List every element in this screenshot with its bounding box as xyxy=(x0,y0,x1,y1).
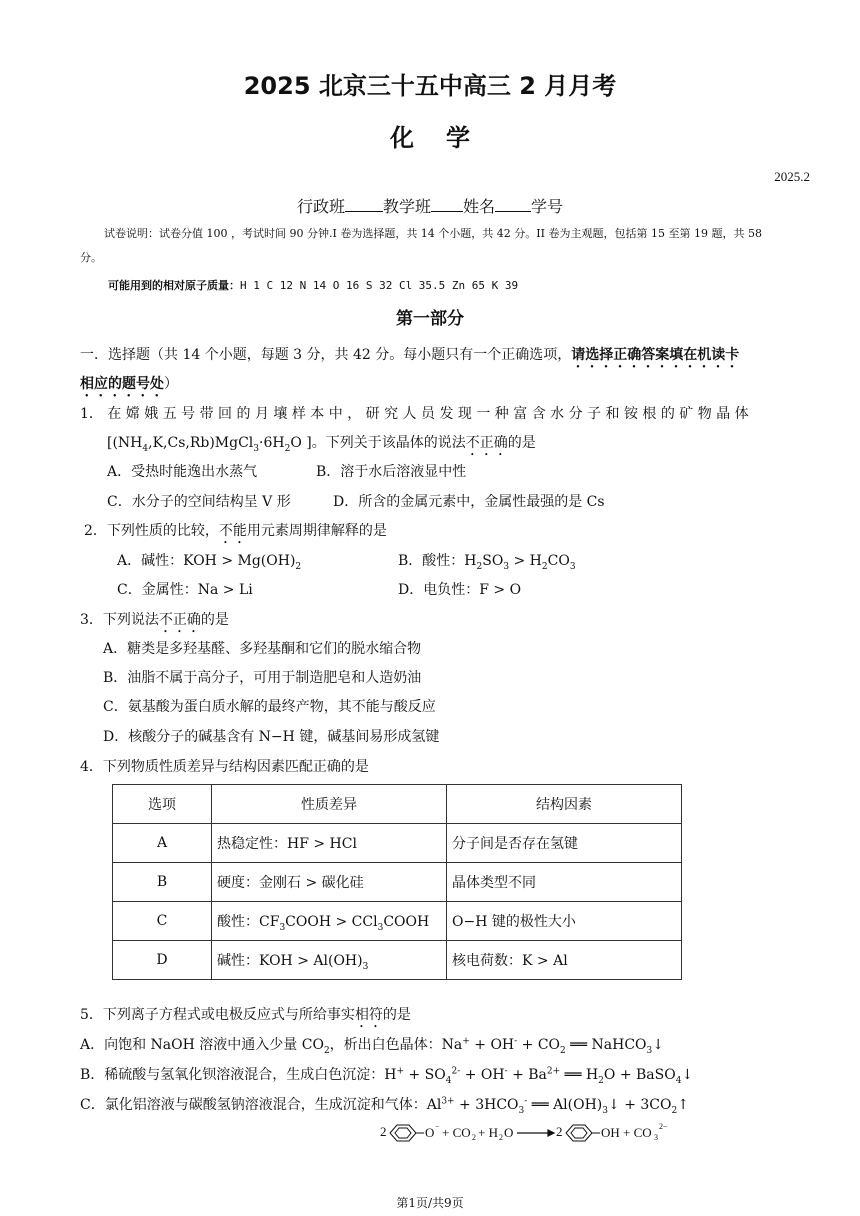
teaching-class-label: 教学班 xyxy=(382,197,431,216)
q3-option-b: B．油脂不属于高分子，可用于制造肥皂和人造奶油 xyxy=(103,670,422,686)
q2-stem xyxy=(84,520,387,547)
table-cell: C xyxy=(113,902,212,941)
q3-option-c: C．氨基酸为蛋白质水解的最终产物，其不能与酸反应 xyxy=(103,699,436,715)
svg-text:2: 2 xyxy=(380,1124,387,1139)
q2-option-b: B．酸性：$H_2SO_3 > H_2CO_3$ xyxy=(398,553,576,572)
q2-stem-end: 用元素周期律解释的是 xyxy=(246,523,387,539)
table-header-cell: 性质差异 xyxy=(212,785,447,824)
svg-text:O: O xyxy=(425,1125,435,1140)
q3-stem-text: 3．下列说法 xyxy=(80,612,159,628)
q1-stem-line1: 1． 在 嫦 娥 五 号 带 回 的 月 壤 样 本 中 ， 研 究 人 员 发 现 一 种 富 含 水 分 子 和 铵 根 的 矿 物 晶 体 xyxy=(80,406,749,422)
table-header-cell: 选项 xyxy=(113,785,212,824)
q3-option-a: A．糖类是多羟基醛、多羟基酮和它们的脱水缩合物 xyxy=(103,641,422,657)
table-row xyxy=(113,824,682,863)
svg-text:O: O xyxy=(504,1125,514,1140)
svg-text:OH + CO: OH + CO xyxy=(601,1125,652,1140)
svg-text:−: − xyxy=(435,1122,440,1131)
q1-stem-end: 的是 xyxy=(507,435,536,451)
table-cell: 热稳定性：HF > HCl xyxy=(212,824,447,863)
q2-option-a: A．碱性：KOH > $Mg(OH)_2$ xyxy=(117,553,302,572)
section-intro-text: 一．选择题（共 14 个小题，每题 3 分，共 42 分。每小题只有一个正确选项， xyxy=(80,347,572,363)
reaction-arrow-icon xyxy=(517,1130,554,1136)
q5-option-b: B．稀硫酸与氢氧化钡溶液混合，生成白色沉淀：$H^+ + SO_4^{2-} + OH^- + Ba^{2+}$ ══ $H_2O$ + BaSO$_4$↓ xyxy=(80,1066,694,1086)
table-cell: 酸性：$CF_3COOH$ > CCl$_3$COOH xyxy=(212,902,447,941)
q5-stem xyxy=(80,1004,411,1031)
subject-title: 化学 xyxy=(390,124,502,152)
q3-stem-end: 的是 xyxy=(200,612,229,628)
table-cell: A xyxy=(113,824,212,863)
q2-option-c: C．金属性：Na > Li xyxy=(117,582,253,598)
page-footer: 第1页/共9页 xyxy=(396,1196,464,1210)
table-cell: 分子间是否存在氢键 xyxy=(447,824,682,863)
exam-instructions: 试卷说明：试卷分值 100 ，考试时间 90 分钟.I 卷为选择题，共 14 个小题，共 42 分。II 卷为主观题，包括第 15 至第 19 题，共 58 分。 xyxy=(80,227,762,264)
admin-class-label: 行政班 xyxy=(296,197,345,216)
section-emphasis-2: 相应的题号处 xyxy=(80,376,164,392)
admin-class-blank xyxy=(345,197,383,212)
q5-option-c: C．氯化铝溶液与碳酸氢钠溶液混合，生成沉淀和气体：$Al^{3+} + 3HCO_3^-$ ══ $Al(OH)_3↓$ + $3CO_2↑$ xyxy=(80,1096,689,1116)
table-row xyxy=(113,863,682,902)
table-cell: 核电荷数：K > Al xyxy=(447,941,682,980)
q2-negation: 不能 xyxy=(218,523,247,539)
student-info-line xyxy=(0,194,860,217)
table-cell: 硬度：金刚石 > 碳化硅 xyxy=(212,863,447,902)
svg-text:+ H: + H xyxy=(478,1125,498,1140)
table-cell: 碱性：KOH > $Al(OH)_3$ xyxy=(212,941,447,980)
q5-stem-end: 的是 xyxy=(382,1007,411,1023)
teaching-class-blank xyxy=(431,197,463,212)
section-emphasis-1: 请选择正确答案填在机读卡 xyxy=(571,347,740,363)
q1-negation: 不正确 xyxy=(465,435,508,451)
table-header-cell: 结构因素 xyxy=(447,785,682,824)
svg-text:2−: 2− xyxy=(659,1122,668,1131)
table-cell: O−H 键的极性大小 xyxy=(447,902,682,941)
table-cell: B xyxy=(113,863,212,902)
section-intro xyxy=(80,344,739,371)
atomic-masses xyxy=(108,277,518,293)
q5-option-a: A．向饱和 NaOH 溶液中通入少量 $CO_2$，析出白色晶体：$Na^+ + OH^- + CO_2$ ══ NaHCO$_3$↓ xyxy=(80,1036,664,1056)
svg-text:+ CO: + CO xyxy=(442,1125,471,1140)
part-one-title: 第一部分 xyxy=(396,309,464,329)
table-row xyxy=(113,941,682,980)
q3-negation: 不正确 xyxy=(158,612,201,628)
benzene-ring-icon xyxy=(390,1125,424,1141)
q1-option-d: D．所含的金属元素中，金属性最强的是 Cs xyxy=(333,494,605,510)
q4-stem: 4．下列物质性质差异与结构因素匹配正确的是 xyxy=(80,759,369,775)
svg-text:2: 2 xyxy=(556,1124,563,1139)
section-intro-close: ） xyxy=(164,376,178,392)
svg-text:2: 2 xyxy=(499,1133,503,1142)
q3-stem xyxy=(80,609,229,636)
q1-formula: [$(NH_4,K,Cs,Rb)MgCl_3\cdot 6H_2O$ ] xyxy=(107,435,312,454)
q1-stem-line2 xyxy=(107,432,536,459)
svg-text:3: 3 xyxy=(654,1133,658,1142)
table-cell: D xyxy=(113,941,212,980)
student-id-label: 学号 xyxy=(531,197,564,216)
q2-option-d: D．电负性：F > O xyxy=(398,582,522,598)
benzene-ring-icon xyxy=(566,1125,600,1141)
q5-stem-text: 5．下列离子方程式或电极反应式与所给事实 xyxy=(80,1007,355,1023)
q1-option-b: B．溶于水后溶液显中性 xyxy=(316,464,467,480)
q5-emphasis: 相符 xyxy=(354,1007,383,1023)
table-header-row xyxy=(113,785,682,824)
exam-title: 2025 北京三十五中高三 2 月月考 xyxy=(243,72,617,100)
q1-option-a: A．受热时能逸出水蒸气 xyxy=(107,464,258,480)
q4-table xyxy=(112,784,682,980)
table-cell: 晶体类型不同 xyxy=(447,863,682,902)
name-label: 姓名 xyxy=(463,197,496,216)
q3-option-d: D．核酸分子的碱基含有 N−H 键，碱基间易形成氢键 xyxy=(103,729,440,745)
atomic-masses-label: 可能用到的相对原子质量： xyxy=(108,279,240,292)
exam-date: 2025.2 xyxy=(774,169,810,184)
svg-text:2: 2 xyxy=(472,1133,476,1142)
q1-option-c: C．水分子的空间结构呈 V 形 xyxy=(107,494,291,510)
q1-stem-text: 。下列关于该晶体的说法 xyxy=(311,435,466,451)
q2-stem-text: 2．下列性质的比较， xyxy=(84,523,219,539)
name-blank xyxy=(495,197,531,212)
section-intro-cont xyxy=(80,373,178,400)
q5-option-d-equation xyxy=(376,1116,676,1150)
table-row xyxy=(113,902,682,941)
atomic-masses-values: H 1 C 12 N 14 O 16 S 32 Cl 35.5 Zn 65 K 39 xyxy=(240,279,519,292)
